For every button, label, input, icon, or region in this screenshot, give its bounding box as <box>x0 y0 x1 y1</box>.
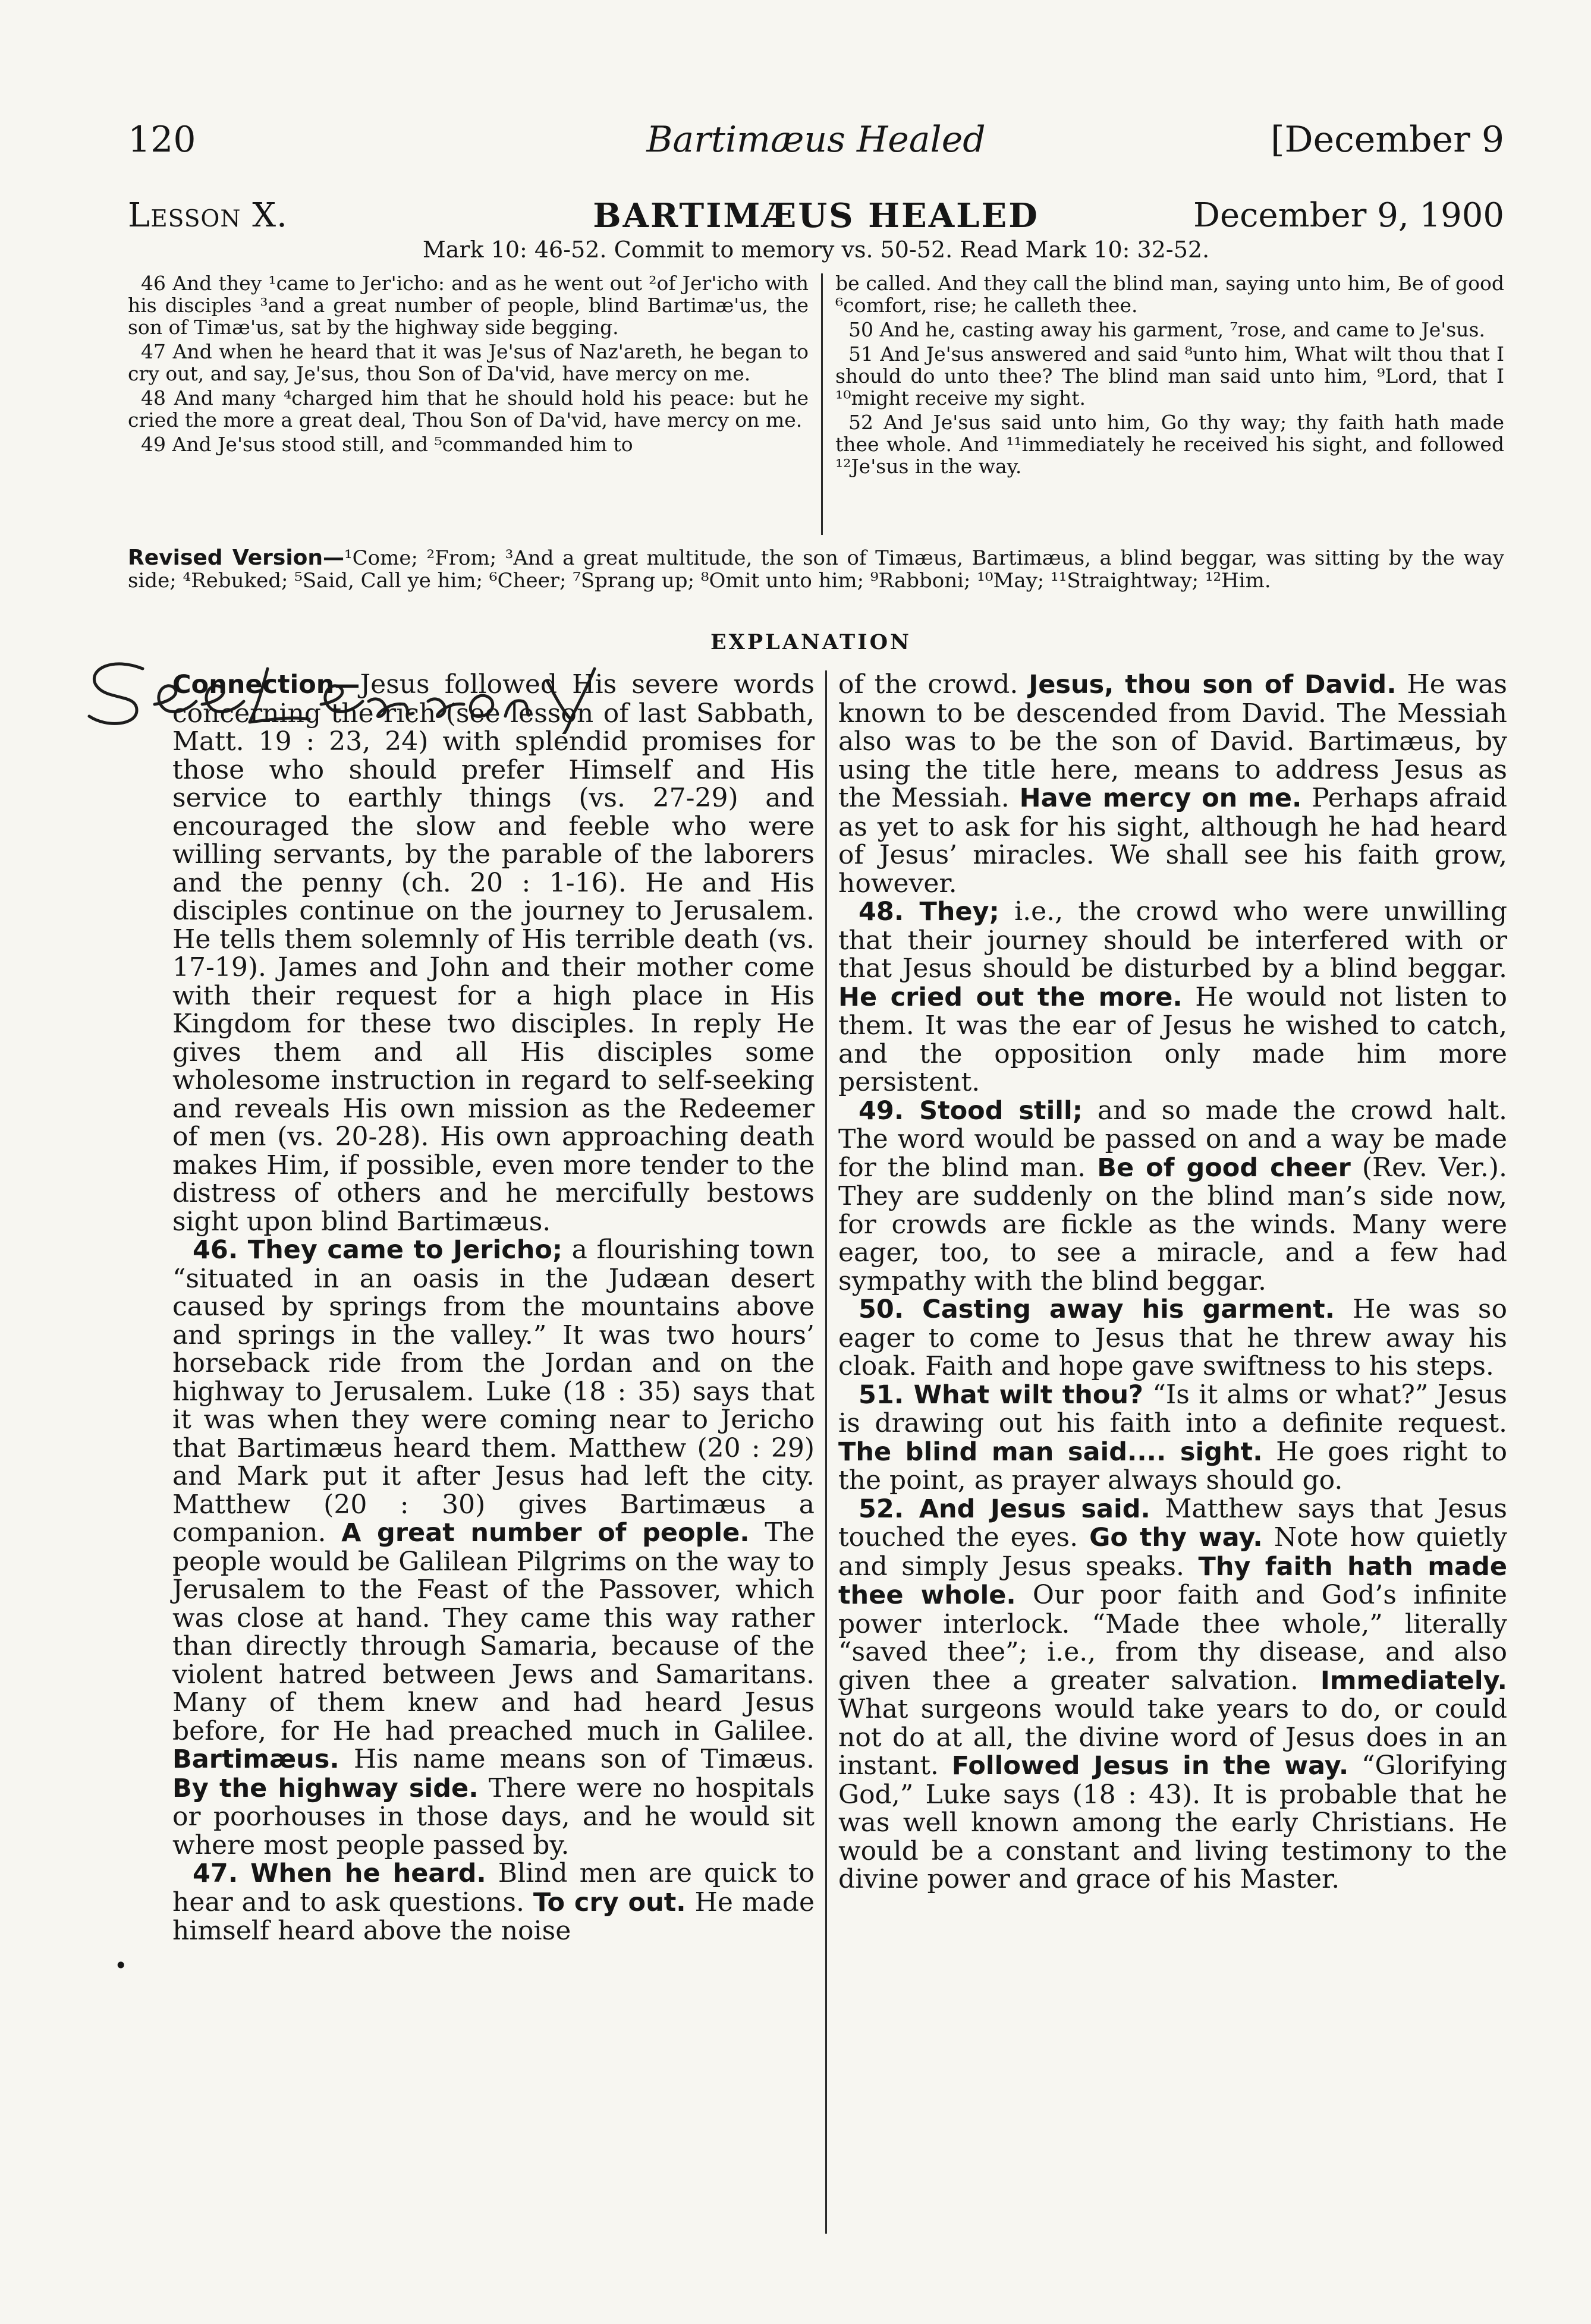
paragraph-verse-48: 48. They; i.e., the crowd who were unwilling that their journey should be interfered with or that Jesus should be disturbed by a blind beggar. He cried out the more. He would not listen to them. It was the ear of Jesus he wished to catch, and the opposition only made him more persistent. <box>838 896 1507 1097</box>
lesson-number: Lesson X. <box>128 196 288 235</box>
verse-50: 50 And he, casting away his garment, ⁷rose, and came to Je'sus. <box>848 318 1485 341</box>
running-title: Bartimæus Healed <box>646 119 986 160</box>
paragraph-verse-47-cont: of the crowd. Jesus, thou son of David. He was known to be descended from David. The Messiah also was to be the son of David. Bartimæus, by using the title here, means to address Jesus as the Messiah. Have mercy on me. Perhaps afraid as yet to ask for his sight, although he had heard of Jesus’ miracles. We shall see his faith grow, however. <box>838 669 1508 899</box>
verse-49-cont: be called. And they call the blind man, saying unto him, Be of good ⁶comfort, rise; he calleth thee. <box>835 272 1504 317</box>
running-date: [December 9 <box>1271 119 1504 160</box>
heading-connection: Connection— <box>172 670 360 700</box>
column-divider <box>825 670 827 2234</box>
paragraph-verse-51: 51. What wilt thou? “Is it alms or what?” Jesus is drawing out his faith into a definite request. The blind man said.... sight. He goes right to the point, as prayer always should go. <box>838 1379 1507 1495</box>
explanation-left-column <box>172 670 815 1945</box>
paragraph-verse-46: 46. They came to Jericho; a flourishing town “situated in an oasis in the Judæan desert caused by springs from the mountains above and springs in the valley.” It was two hours’ horseback ride from the Jordan and on the highway to Jerusalem. Luke (18 : 35) says that it was when they were coming near to Jericho that Bartimæus heard them. Matthew (20 : 29) and Mark put it after Jesus had left the city. Matthew (20 : 30) gives Bartimæus a companion. A great number of people. The people would be Galilean Pilgrims on the way to Jerusalem to the Feast of the Passover, which was close at hand. They came this way rather than directly through Samaria, because of the violent hatred between Jews and Samaritans. Many of them knew and had heard Jesus before, for He had preached much in Galilee. Bartimæus. His name means son of Timæus. By the highway side. There were no hospitals or poorhouses in those days, and he would sit where most people passed by. <box>172 1235 815 1860</box>
heading-verse-48: 48. They; <box>859 897 999 927</box>
verse-49: 49 And Je'sus stood still, and ⁵commanded him to <box>141 433 633 456</box>
verse-48: 48 And many ⁴charged him that he should hold his peace: but he cried the more a great deal, Thou Son of Da'vid, have mercy on me. <box>128 386 809 432</box>
page-number: 120 <box>128 119 196 160</box>
running-head <box>128 119 1504 166</box>
margin-mark: • <box>114 1953 128 1979</box>
paragraph-verse-50: 50. Casting away his garment. He was so eager to come to Jesus that he threw away his cloak. Faith and hope gave swiftness to his steps. <box>838 1294 1508 1381</box>
column-divider-small <box>821 273 823 535</box>
heading-verse-49: 49. Stood still; <box>859 1095 1083 1126</box>
verse-51: 51 And Je'sus answered and said ⁸unto him, What wilt thou that I should do unto thee? The blind man said unto him, ⁹Lord, that I ¹⁰might receive my sight. <box>835 342 1504 410</box>
explanation-title: EXPLANATION <box>710 630 912 654</box>
revised-version-label: Revised Version— <box>128 546 345 570</box>
paragraph-verse-47: 47. When he heard. Blind men are quick to hear and to ask questions. To cry out. He made himself heard above the noise <box>172 1858 815 1946</box>
scripture-left-column <box>128 272 809 458</box>
heading-verse-47: 47. When he heard. <box>193 1859 486 1888</box>
scripture-right-column <box>835 272 1504 480</box>
verse-46: 46 And they ¹came to Jer'icho: and as he went out ²of Jer'icho with his disciples ³and a great number of people, blind Bartimæ'us, the son of Timæ'us, sat by the highway side begging. <box>128 272 809 339</box>
lesson-title: BARTIMÆUS HEALED <box>593 196 1039 235</box>
lesson-date: December 9, 1900 <box>1193 196 1504 235</box>
paragraph-connection: Connection—Jesus followed His severe words concerning the rich (see lesson of last Sabbath, Matt. 19 : 23, 24) with splendid promises for those who should prefer Himself and His service to earthly things (vs. 27-29) and encouraged the slow and feeble who were willing servants, by the parable of the laborers and the penny (ch. 20 : 1-16). He and His disciples continue on the journey to Jerusalem. He tells them solemnly of His terrible death (vs. 17-19). James and John and their mother come with their request for a high place in His Kingdom for these two disciples. In reply He gives them and all His disciples some wholesome instruction in regard to self-seeking and reveals His own mission as the Redeemer of men (vs. 20-28). His own approaching death makes Him, if possible, even more tender to the distress of others and he mercifully bestows sight upon blind Bartimæus. <box>172 669 815 1237</box>
paragraph-verse-52: 52. And Jesus said. Matthew says that Jesus touched the eyes. Go thy way. Note how quietly and simply Jesus speaks. Thy faith hath made thee whole. Our poor faith and God’s infinite power interlock. “Made thee whole,” literally “saved thee”; i.e., from thy disease, and also given thee a greater salvation. Immediately. What surgeons would take years to do, or could not do at all, the divine word of Jesus does in an instant. Followed Jesus in the way. “Glorifying God,” Luke says (18 : 43). It is probable that he was well known among the early Christians. He would be a constant and living testimony to the divine power and grace of his Master. <box>838 1493 1508 1894</box>
scripture-reference: Mark 10: 46-52. Commit to memory vs. 50-52. Read Mark 10: 32-52. <box>422 237 1210 263</box>
heading-verse-50: 50. Casting away his garment. <box>859 1295 1335 1324</box>
revised-version-notes <box>128 547 1504 592</box>
heading-verse-51: 51. What wilt thou? <box>859 1380 1143 1410</box>
heading-verse-46: 46. They came to Jericho; <box>193 1235 563 1265</box>
explanation-right-column <box>838 670 1507 1894</box>
verse-52: 52 And Je'sus said unto him, Go thy way; thy faith hath made thee whole. And ¹¹immediately he received his sight, and followed ¹²Je'sus in the way. <box>835 411 1504 478</box>
heading-verse-52: 52. And Jesus said. <box>859 1494 1150 1524</box>
verse-47: 47 And when he heard that it was Je'sus of Naz'areth, he began to cry out, and say, Je'sus, thou Son of Da'vid, have mercy on me. <box>128 340 809 385</box>
paragraph-verse-49: 49. Stood still; and so made the crowd halt. The word would be passed on and a way be made for the blind man. Be of good cheer (Rev. Ver.). They are suddenly on the blind man’s side now, for crowds are fickle as the winds. Many were eager, too, to see a miracle, and a few had sympathy with the blind beggar. <box>838 1095 1508 1296</box>
revised-version-text: ¹Come; ²From; ³And a great multitude, the son of Timæus, Bartimæus, a blind beggar, was sitting by the way side; ⁴Rebuked; ⁵Said, Call ye him; ⁶Cheer; ⁷Sprang up; ⁸Omit unto him; ⁹Rabboni; ¹⁰May; ¹¹Straightway; ¹²Him. <box>128 546 1505 593</box>
